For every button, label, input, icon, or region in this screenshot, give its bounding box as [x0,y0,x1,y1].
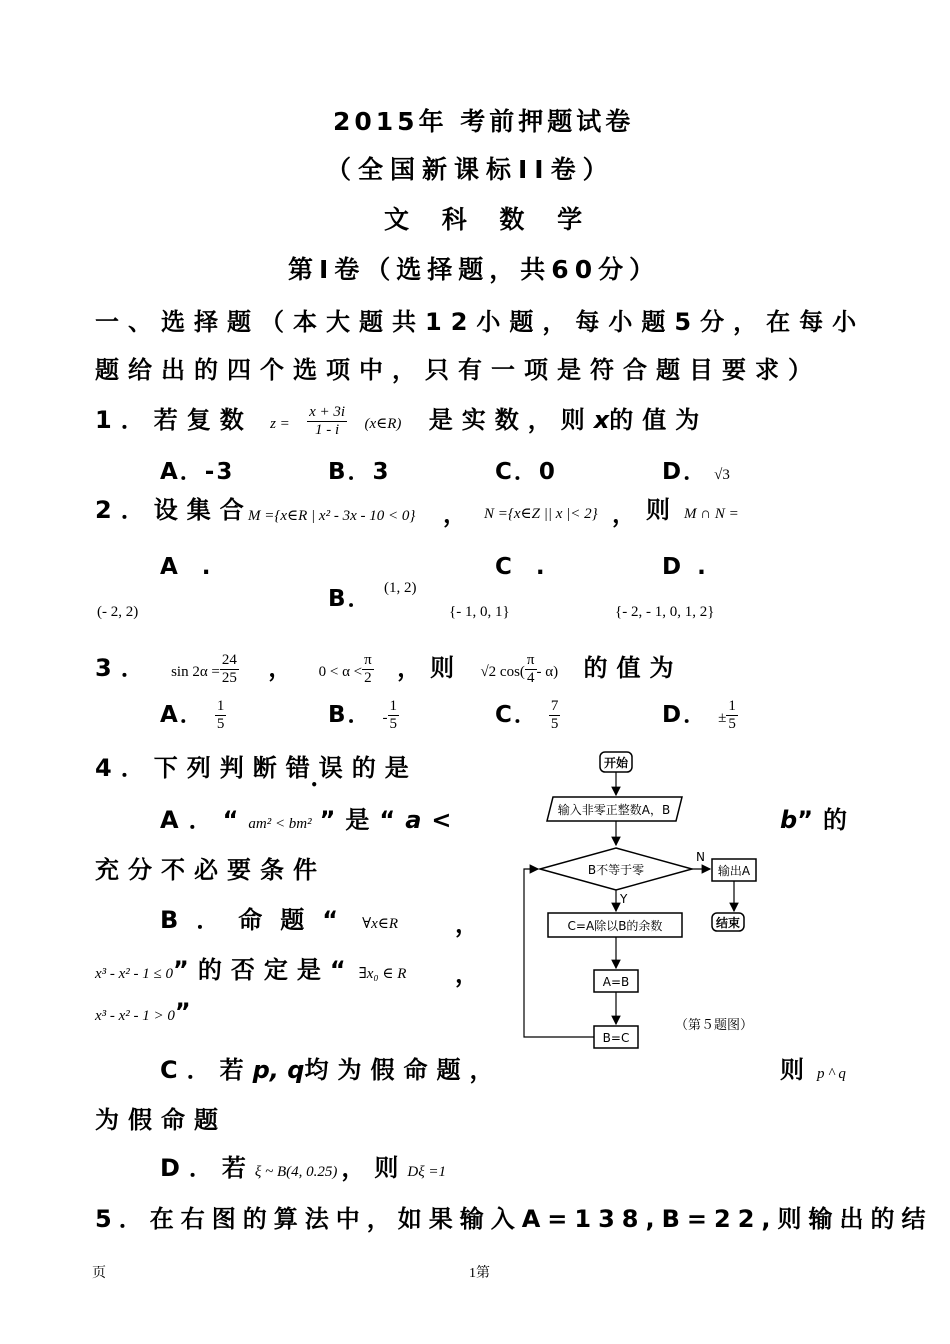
q3-option-b-frac [388,698,400,733]
q4-b5: ” [174,998,200,1026]
part-title: 第Ⅰ卷（选择题，共60分） [288,255,661,284]
q4-option-d [160,1148,446,1183]
q3-option-a-num: 1 [216,698,225,714]
flowchart-y-label: Y [620,892,628,906]
q1-x: x [593,406,610,434]
q1-option-d-math: √3 [714,467,730,483]
q4-a-b: b [780,806,798,834]
q4-stem-a: 4．下列判断 [95,754,286,782]
section-heading-line2: 题给出的四个选项中，只有一项是符合题目要求） [95,356,821,384]
q4-option-c-end [780,1050,846,1085]
q2-option-a: A . [160,554,219,580]
q3-option-c-label: C． [495,702,539,728]
q3-option-a-frac [215,698,227,733]
q2-prefix: 2．设集合 [95,496,253,524]
q3-option-d [662,696,738,733]
footer-page-number: 1第 [469,1266,490,1281]
q3-option-c-den: 5 [550,716,559,732]
q1-suffix: 是实数，则 [428,406,594,434]
q4-c3: 则 [780,1056,813,1084]
q4-a-a: a [405,806,432,834]
q4-option-c [160,1050,502,1085]
q4-a2: ”是“ [319,806,406,834]
q1-condition: (x∈R) [364,416,402,432]
q4-b2: ， [455,910,488,938]
q1-num: x + 3i [309,403,346,420]
q4-stem [95,748,418,783]
flowchart-decision-text: B不等于零 [587,863,645,877]
q1-stem [95,400,708,439]
q3-option-b-num: 1 [389,698,398,714]
q1-option-d-label: D． [662,459,709,485]
q4-d1: D．若 [160,1154,255,1182]
q4-d-math1: ξ ~ B(4, 0.25) [254,1164,338,1180]
q2-set-n: N ={x∈Z || x |< 2} [484,506,598,522]
flowchart-end-text: 结束 [715,916,741,930]
q3-option-a-label: A． [160,702,205,728]
q3-sin-num: 24 [221,651,237,668]
q4-stem-c: 的是 [351,754,418,782]
q3-pi: π [364,651,372,668]
q1-z: z = [270,416,290,432]
q2-set-m: M ={x∈R | x² - 3x - 10 < 0} [248,508,416,524]
q1-option-d [662,453,730,486]
subject-title: 文 科 数 学 [384,205,595,234]
q3-option-c [495,696,560,733]
q4-a-math: am² < bm² [248,816,312,832]
q3-sin-frac [220,652,239,687]
q3-suffix: 的值为 [583,654,683,682]
q3-option-b-sign: - [382,710,388,726]
q3-expr-pi: π [526,651,535,668]
flowchart-step2-text: A=B [602,975,630,989]
q3-sin: sin 2α = [171,664,220,680]
q4-b3: ”的否定是“ [173,956,355,984]
q4-option-b-line2 [95,950,406,985]
q4-d-math2: Dξ =1 [407,1164,447,1180]
q3-stem [95,648,682,687]
q4-c-math: p ^ q [817,1066,846,1082]
q3-option-d-frac [726,698,738,733]
q3-option-b-den: 5 [389,716,398,732]
q4-a1: A．“ [160,806,249,834]
q2-option-b-math: (1, 2) [384,580,417,596]
q4-b-math1: ∀x∈R [362,916,399,932]
q4-b4: ， [455,960,488,988]
flowchart-n-label: N [696,850,705,864]
q4-b1: B．命题“ [160,906,357,934]
footer-left: 页 [92,1266,106,1281]
q4-option-c-line2: 为假命题 [95,1106,227,1134]
q3-two: 2 [364,669,372,686]
flowchart-output-text: 输出A [717,864,751,878]
q4-d2: ，则 [341,1154,408,1182]
q3-expr-frac [525,652,537,687]
q5-stem: 5．在右图的算法中，如果输入A=138,B=22,则输出的结 [95,1205,933,1233]
q2-intersection: M ∩ N = [684,506,739,522]
exam-title: 2015年 考前押题试卷 [333,107,635,136]
q2-option-a-math: (- 2, 2) [97,604,139,620]
q4-c1: C．若 [160,1056,253,1084]
q1-option-b: B．3 [328,459,391,485]
q3-range: 0 < α < [318,664,363,680]
q1-fraction [307,404,347,439]
q3-option-a [160,696,226,733]
q1-option-c: C．0 [495,459,557,485]
q4-c2: 均为假命题， [304,1056,503,1084]
q3-expr-a: √2 cos( [480,664,525,680]
q3-prefix: 3． [95,654,154,682]
flowchart-step3-text: B=C [602,1031,630,1045]
q3-option-b [328,696,399,733]
q3-then: ，则 [397,654,464,682]
q3-option-d-label: D． [662,702,709,728]
q2-option-c-math: {- 1, 0, 1} [449,604,510,620]
exam-subtitle: （全国新课标II卷） [326,155,615,184]
q3-option-c-num: 7 [550,698,559,714]
q1-option-a: A．-3 [160,459,235,485]
q3-option-c-frac [549,698,561,733]
q4-a4: ”的 [797,806,857,834]
q3-expr-b: - α) [536,664,559,680]
q2-then: 则 [646,496,679,524]
q4-option-b [160,900,398,935]
q2-comma1: ， [443,500,476,528]
q4-a3: < [431,806,462,834]
q2-option-d: D . [662,554,710,580]
q2-option-b: B． [328,586,373,612]
q4-option-a [160,800,462,835]
q3-option-a-den: 5 [216,716,225,732]
q4-b-math3: ∃x₀ ∈ R [358,966,407,982]
section-heading-line1: 一、选择题（本大题共12小题，每小题5分，在每小 [95,308,866,336]
flowchart [520,745,820,1055]
flowchart-loop-back [524,869,594,1037]
q1-suffix2: 的值为 [609,406,709,434]
q3-option-d-sign: ± [718,710,727,726]
q4-option-b-line3 [95,998,200,1026]
q3-expr-four: 4 [526,669,535,686]
q2-option-c: C . [495,554,553,580]
q4-c-pq: p, q [252,1056,305,1084]
q1-prefix: 1．若复数 [95,406,253,434]
q3-option-b-label: B． [328,702,373,728]
q2-comma2: ， [612,500,645,528]
q3-range-frac [362,652,374,687]
q3-option-d-num: 1 [728,698,736,714]
q4-stem-emphasis: 错误 [285,754,352,782]
flowchart-step1-text: C=A除以B的余数 [567,919,663,933]
flowchart-caption: （第５题图） [674,1018,754,1033]
flowchart-input-text: 输入非零正整数A，B [557,803,671,817]
q2-option-d-math: {- 2, - 1, 0, 1, 2} [615,604,715,620]
flowchart-start-text: 开始 [603,756,629,770]
q1-den: 1 - i [315,421,340,438]
q3-option-d-den: 5 [728,716,736,732]
q4-option-a-line2: 充分不必要条件 [95,856,326,884]
q4-b-math2: x³ - x² - 1 ≤ 0 [95,966,174,982]
q4-b-math4: x³ - x² - 1 > 0 [95,1008,175,1024]
q3-comma: ， [268,654,302,682]
q3-sin-den: 25 [221,669,237,686]
